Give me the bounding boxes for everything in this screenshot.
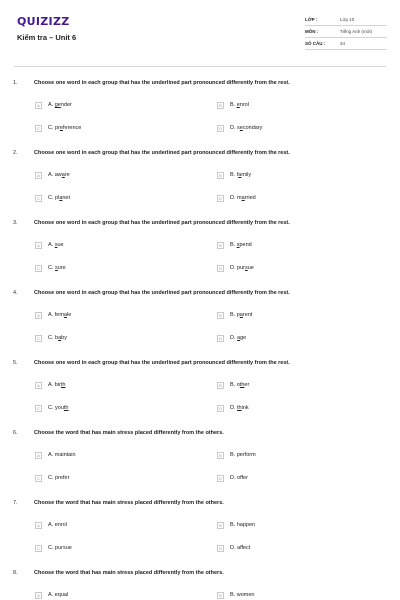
answer-option-a[interactable] bbox=[35, 100, 72, 110]
question-text: Choose one word in each group that has the underlined part pronounced differently from the rest. bbox=[34, 150, 290, 156]
answer-option-c[interactable] bbox=[35, 123, 81, 133]
quizizz-logo: QUIZIZZ bbox=[17, 15, 70, 28]
option-prefix: D. bbox=[230, 125, 238, 131]
option-word-start: aw bbox=[54, 172, 62, 178]
option-text bbox=[48, 335, 67, 341]
answer-option-d[interactable] bbox=[217, 403, 249, 413]
option-underlined-part: th bbox=[237, 405, 242, 411]
option-letter-box: A bbox=[35, 592, 42, 599]
option-prefix: C. bbox=[48, 195, 56, 201]
question-number: 2. bbox=[13, 150, 18, 156]
answer-option-b[interactable] bbox=[217, 310, 252, 320]
answer-option-a[interactable] bbox=[35, 590, 68, 600]
option-prefix: A. bbox=[48, 242, 55, 248]
option-word-start: f bbox=[236, 172, 239, 178]
option-underlined-part: e bbox=[236, 102, 240, 108]
option-word-end: ue bbox=[57, 242, 64, 248]
option-text bbox=[230, 172, 251, 178]
option-word-start: pur bbox=[237, 265, 245, 271]
option-word-end: pend bbox=[239, 242, 252, 248]
class-value: Lớp 10 bbox=[340, 14, 387, 26]
option-prefix: C. bbox=[48, 335, 56, 341]
question-count-label: SỐ CÂU : bbox=[305, 38, 340, 50]
option-prefix: B. bbox=[230, 452, 237, 458]
question-text: Choose one word in each group that has the underlined part pronounced differently from the rest. bbox=[34, 80, 290, 86]
option-prefix: A. bbox=[48, 382, 55, 388]
option-word-end: mily bbox=[241, 172, 252, 178]
answer-option-b[interactable] bbox=[217, 170, 251, 180]
answer-option-c[interactable] bbox=[35, 333, 67, 343]
answer-option-d[interactable] bbox=[217, 473, 248, 483]
option-text bbox=[48, 522, 67, 528]
option-word-start: happen bbox=[236, 522, 256, 528]
option-prefix: A. bbox=[48, 312, 55, 318]
option-underlined-part: e bbox=[59, 125, 63, 131]
option-text bbox=[48, 592, 68, 598]
option-word-start: equal bbox=[54, 592, 69, 598]
option-text bbox=[230, 102, 249, 108]
option-text bbox=[230, 592, 254, 598]
option-underlined-part: th bbox=[63, 405, 69, 411]
option-text bbox=[230, 522, 255, 528]
option-word-start: offer bbox=[237, 475, 248, 481]
option-letter-box: A bbox=[35, 242, 42, 249]
option-word-start: o bbox=[236, 382, 240, 388]
option-word-end: ure bbox=[57, 265, 66, 271]
option-word-end: rried bbox=[244, 195, 256, 201]
subject-label: MÔN : bbox=[305, 26, 340, 38]
option-prefix: B. bbox=[230, 312, 237, 318]
option-word-end: re bbox=[64, 172, 70, 178]
option-prefix: B. bbox=[230, 172, 237, 178]
answer-option-c[interactable] bbox=[35, 193, 70, 203]
option-underlined-part: a bbox=[58, 335, 62, 341]
option-underlined-part: ge bbox=[54, 102, 61, 108]
option-text bbox=[48, 405, 69, 411]
option-prefix: A. bbox=[48, 452, 55, 458]
header-divider bbox=[14, 66, 386, 67]
question-text: Choose one word in each group that has the underlined part pronounced differently from the rest. bbox=[34, 360, 290, 366]
question-text: Choose the word that has main stress placed differently from the others. bbox=[34, 500, 224, 506]
option-letter-box: B bbox=[217, 382, 224, 389]
class-label: LỚP : bbox=[305, 14, 340, 26]
option-letter-box: B bbox=[217, 102, 224, 109]
option-prefix: D. bbox=[230, 335, 238, 341]
option-letter-box: C bbox=[35, 545, 42, 552]
question-count-value: 34 bbox=[340, 38, 387, 50]
option-word-end: ge bbox=[240, 335, 247, 341]
answer-option-c[interactable] bbox=[35, 543, 72, 553]
option-letter-box: C bbox=[35, 125, 42, 132]
answer-option-b[interactable] bbox=[217, 100, 249, 110]
answer-option-d[interactable] bbox=[217, 193, 256, 203]
option-word-end: nrol bbox=[239, 102, 249, 108]
option-word-start: pr bbox=[55, 125, 60, 131]
option-prefix: D. bbox=[230, 195, 238, 201]
option-word-end: net bbox=[62, 195, 71, 201]
option-letter-box: D bbox=[217, 195, 224, 202]
option-underlined-part: s bbox=[244, 265, 248, 271]
option-word-start: b bbox=[55, 335, 59, 341]
option-text bbox=[230, 382, 249, 388]
option-letter-box: B bbox=[217, 452, 224, 459]
option-prefix: D. bbox=[230, 475, 238, 481]
option-text bbox=[48, 312, 71, 318]
option-letter-box: B bbox=[217, 592, 224, 599]
option-text bbox=[48, 195, 70, 201]
answer-option-c[interactable] bbox=[35, 403, 69, 413]
option-letter-box: C bbox=[35, 475, 42, 482]
option-text bbox=[48, 102, 72, 108]
option-prefix: C. bbox=[48, 125, 56, 131]
answer-option-c[interactable] bbox=[35, 473, 69, 483]
option-text bbox=[48, 475, 69, 481]
answer-option-a[interactable] bbox=[35, 450, 76, 460]
option-word-end: ue bbox=[247, 265, 254, 271]
question-number: 7. bbox=[13, 500, 18, 506]
option-prefix: B. bbox=[230, 102, 237, 108]
option-word-start: prefer bbox=[55, 475, 70, 481]
option-prefix: C. bbox=[48, 475, 56, 481]
option-word-start: pursue bbox=[55, 545, 72, 551]
info-table bbox=[305, 14, 387, 50]
option-text bbox=[230, 545, 250, 551]
option-text bbox=[230, 452, 256, 458]
option-underlined-part: s bbox=[236, 242, 240, 248]
option-text bbox=[230, 475, 248, 481]
option-underlined-part: a bbox=[59, 195, 63, 201]
option-underlined-part: s bbox=[54, 242, 58, 248]
option-prefix: D. bbox=[230, 545, 238, 551]
option-prefix: B. bbox=[230, 382, 237, 388]
option-word-start: s bbox=[237, 125, 240, 131]
option-text bbox=[48, 382, 65, 388]
option-word-start: affect bbox=[237, 545, 251, 551]
option-letter-box: D bbox=[217, 405, 224, 412]
question-number: 3. bbox=[13, 220, 18, 226]
option-prefix: A. bbox=[48, 592, 55, 598]
answer-option-d[interactable] bbox=[217, 123, 262, 133]
quiz-title: Kiểm tra – Unit 6 bbox=[17, 33, 77, 42]
subject-value: Tiếng Anh (mới) bbox=[340, 26, 387, 38]
option-letter-box: B bbox=[217, 172, 224, 179]
option-letter-box: B bbox=[217, 312, 224, 319]
answer-option-b[interactable] bbox=[217, 520, 255, 530]
option-text bbox=[230, 405, 249, 411]
answer-option-b[interactable] bbox=[217, 450, 256, 460]
option-text bbox=[48, 172, 70, 178]
option-letter-box: C bbox=[35, 335, 42, 342]
answer-option-b[interactable] bbox=[217, 590, 254, 600]
option-letter-box: A bbox=[35, 382, 42, 389]
option-text bbox=[230, 242, 252, 248]
option-letter-box: D bbox=[217, 125, 224, 132]
option-underlined-part: a bbox=[239, 312, 243, 318]
answer-option-d[interactable] bbox=[217, 543, 250, 553]
option-prefix: B. bbox=[230, 592, 237, 598]
option-word-start: you bbox=[55, 405, 64, 411]
option-letter-box: D bbox=[217, 335, 224, 342]
question-text: Choose one word in each group that has the underlined part pronounced differently from the rest. bbox=[34, 290, 290, 296]
option-letter-box: D bbox=[217, 265, 224, 272]
option-prefix: A. bbox=[48, 172, 55, 178]
option-word-start: p bbox=[236, 312, 240, 318]
answer-option-a[interactable] bbox=[35, 520, 67, 530]
option-word-start: fem bbox=[54, 312, 64, 318]
answer-option-a[interactable] bbox=[35, 170, 70, 180]
option-word-start: bir bbox=[54, 382, 61, 388]
option-underlined-part: a bbox=[61, 172, 65, 178]
option-prefix: C. bbox=[48, 265, 56, 271]
option-word-start: perform bbox=[236, 452, 256, 458]
option-underlined-part: e bbox=[239, 125, 243, 131]
option-word-start: enrol bbox=[54, 522, 67, 528]
option-underlined-part: a bbox=[63, 312, 67, 318]
option-letter-box: D bbox=[217, 545, 224, 552]
option-underlined-part: a bbox=[238, 172, 242, 178]
option-letter-box: A bbox=[35, 452, 42, 459]
option-underlined-part: a bbox=[237, 335, 241, 341]
question-number: 5. bbox=[13, 360, 18, 366]
question-text: Choose the word that has main stress placed differently from the others. bbox=[34, 570, 224, 576]
option-word-end: ink bbox=[241, 405, 249, 411]
option-letter-box: A bbox=[35, 172, 42, 179]
option-prefix: B. bbox=[230, 242, 237, 248]
option-underlined-part: s bbox=[55, 265, 58, 271]
option-text bbox=[230, 265, 254, 271]
option-letter-box: A bbox=[35, 312, 42, 319]
option-letter-box: A bbox=[35, 102, 42, 109]
question-text: Choose one word in each group that has the underlined part pronounced differently from the rest. bbox=[34, 220, 290, 226]
answer-option-c[interactable] bbox=[35, 263, 66, 273]
option-word-end: er bbox=[244, 382, 250, 388]
option-prefix: A. bbox=[48, 102, 55, 108]
answer-option-b[interactable] bbox=[217, 240, 252, 250]
option-word-start: maintain bbox=[54, 452, 76, 458]
answer-option-a[interactable] bbox=[35, 310, 71, 320]
option-text bbox=[48, 545, 72, 551]
question-text: Choose the word that has main stress placed differently from the others. bbox=[34, 430, 224, 436]
option-word-end: ference bbox=[62, 125, 82, 131]
option-prefix: A. bbox=[48, 522, 55, 528]
question-number: 8. bbox=[13, 570, 18, 576]
option-word-start: pl bbox=[55, 195, 60, 201]
option-text bbox=[230, 335, 246, 341]
question-number: 4. bbox=[13, 290, 18, 296]
option-text bbox=[230, 312, 252, 318]
option-text bbox=[230, 195, 256, 201]
answer-option-d[interactable] bbox=[217, 333, 246, 343]
answer-option-d[interactable] bbox=[217, 263, 254, 273]
option-underlined-part: th bbox=[60, 382, 66, 388]
option-text bbox=[48, 265, 66, 271]
option-word-end: le bbox=[66, 312, 72, 318]
option-prefix: D. bbox=[230, 405, 238, 411]
option-prefix: D. bbox=[230, 265, 238, 271]
option-prefix: C. bbox=[48, 405, 56, 411]
option-text bbox=[48, 242, 64, 248]
option-prefix: C. bbox=[48, 545, 56, 551]
option-letter-box: C bbox=[35, 195, 42, 202]
option-prefix: B. bbox=[230, 522, 237, 528]
answer-option-a[interactable] bbox=[35, 240, 64, 250]
option-letter-box: A bbox=[35, 522, 42, 529]
option-underlined-part: th bbox=[239, 382, 245, 388]
option-word-start: women bbox=[236, 592, 255, 598]
option-text bbox=[48, 125, 81, 131]
option-word-end: condary bbox=[242, 125, 263, 131]
option-letter-box: D bbox=[217, 475, 224, 482]
question-number: 1. bbox=[13, 80, 18, 86]
option-letter-box: B bbox=[217, 522, 224, 529]
option-word-end: rent bbox=[242, 312, 253, 318]
option-letter-box: B bbox=[217, 242, 224, 249]
option-text bbox=[230, 125, 262, 131]
option-word-end: nder bbox=[60, 102, 72, 108]
option-word-start: m bbox=[237, 195, 242, 201]
answer-option-a[interactable] bbox=[35, 380, 65, 390]
option-text bbox=[48, 452, 76, 458]
question-number: 6. bbox=[13, 430, 18, 436]
option-letter-box: C bbox=[35, 405, 42, 412]
option-underlined-part: a bbox=[241, 195, 245, 201]
answer-option-b[interactable] bbox=[217, 380, 249, 390]
option-letter-box: C bbox=[35, 265, 42, 272]
option-word-end: by bbox=[61, 335, 67, 341]
